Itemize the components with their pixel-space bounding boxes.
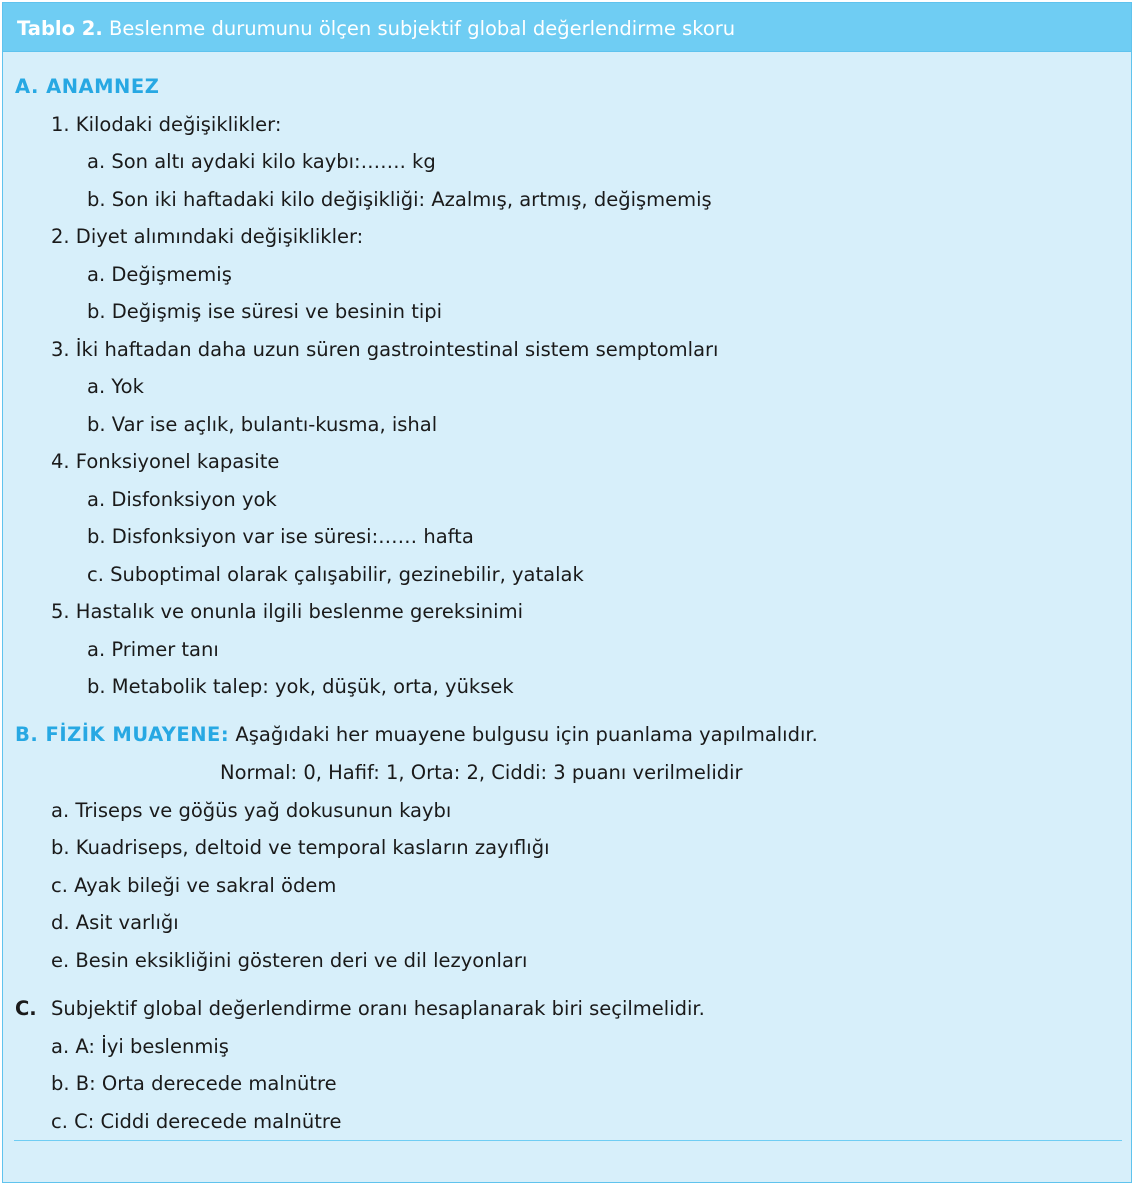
table-title-bar (2, 2, 1132, 52)
list-item: c. Suboptimal olarak çalışabilir, gezinebilir, yatalak (87, 563, 584, 586)
list-item: a. Triseps ve göğüs yağ dokusunun kaybı (51, 799, 452, 822)
list-item: 1. Kilodaki değişiklikler: (51, 113, 282, 136)
list-item: b. Disfonksiyon var ise süresi:…… hafta (87, 525, 474, 548)
section-b-header (15, 723, 818, 747)
section-b-heading: B. FİZİK MUAYENE: (15, 723, 230, 746)
table-title (17, 17, 735, 40)
list-item: 4. Fonksiyonel kapasite (51, 450, 280, 473)
list-item: c. Ayak bileği ve sakral ödem (51, 874, 337, 897)
section-a-heading: A. ANAMNEZ (15, 75, 160, 98)
bottom-divider (14, 1140, 1122, 1141)
list-item: a. Değişmemiş (87, 263, 232, 286)
list-item: b. Metabolik talep: yok, düşük, orta, yüksek (87, 675, 514, 698)
list-item: b. B: Orta derecede malnütre (51, 1072, 337, 1095)
list-item: b. Var ise açlık, bulantı-kusma, ishal (87, 413, 438, 436)
list-item: b. Son iki haftadaki kilo değişikliği: Azalmış, artmış, değişmemiş (87, 188, 712, 211)
list-item: a. Yok (87, 375, 144, 398)
section-b-intro: Aşağıdaki her muayene bulgusu için puanlama yapılmalıdır. (235, 723, 818, 746)
table-caption: Beslenme durumunu ölçen subjektif global değerlendirme skoru (108, 17, 736, 40)
list-item: a. Primer tanı (87, 638, 219, 661)
list-item: c. C: Ciddi derecede malnütre (51, 1110, 342, 1133)
list-item: b. Kuadriseps, deltoid ve temporal kasların zayıflığı (51, 836, 550, 859)
list-item: a. Son altı aydaki kilo kaybı:……. kg (87, 150, 436, 173)
section-b-scale: Normal: 0, Hafif: 1, Orta: 2, Ciddi: 3 puanı verilmelidir (220, 761, 743, 784)
list-item: e. Besin eksikliğini gösteren deri ve dil lezyonları (51, 949, 528, 972)
table-label: Tablo 2. (17, 17, 103, 40)
section-c-intro: Subjektif global değerlendirme oranı hesaplanarak biri seçilmelidir. (51, 997, 705, 1020)
list-item: a. Disfonksiyon yok (87, 488, 277, 511)
list-item: 2. Diyet alımındaki değişiklikler: (51, 225, 364, 248)
section-c-heading: C. (15, 997, 37, 1020)
list-item: a. A: İyi beslenmiş (51, 1035, 229, 1058)
list-item: 5. Hastalık ve onunla ilgili beslenme gereksinimi (51, 600, 523, 623)
list-item: b. Değişmiş ise süresi ve besinin tipi (87, 300, 443, 323)
list-item: 3. İki haftadan daha uzun süren gastrointestinal sistem semptomları (51, 338, 719, 361)
list-item: d. Asit varlığı (51, 911, 179, 934)
